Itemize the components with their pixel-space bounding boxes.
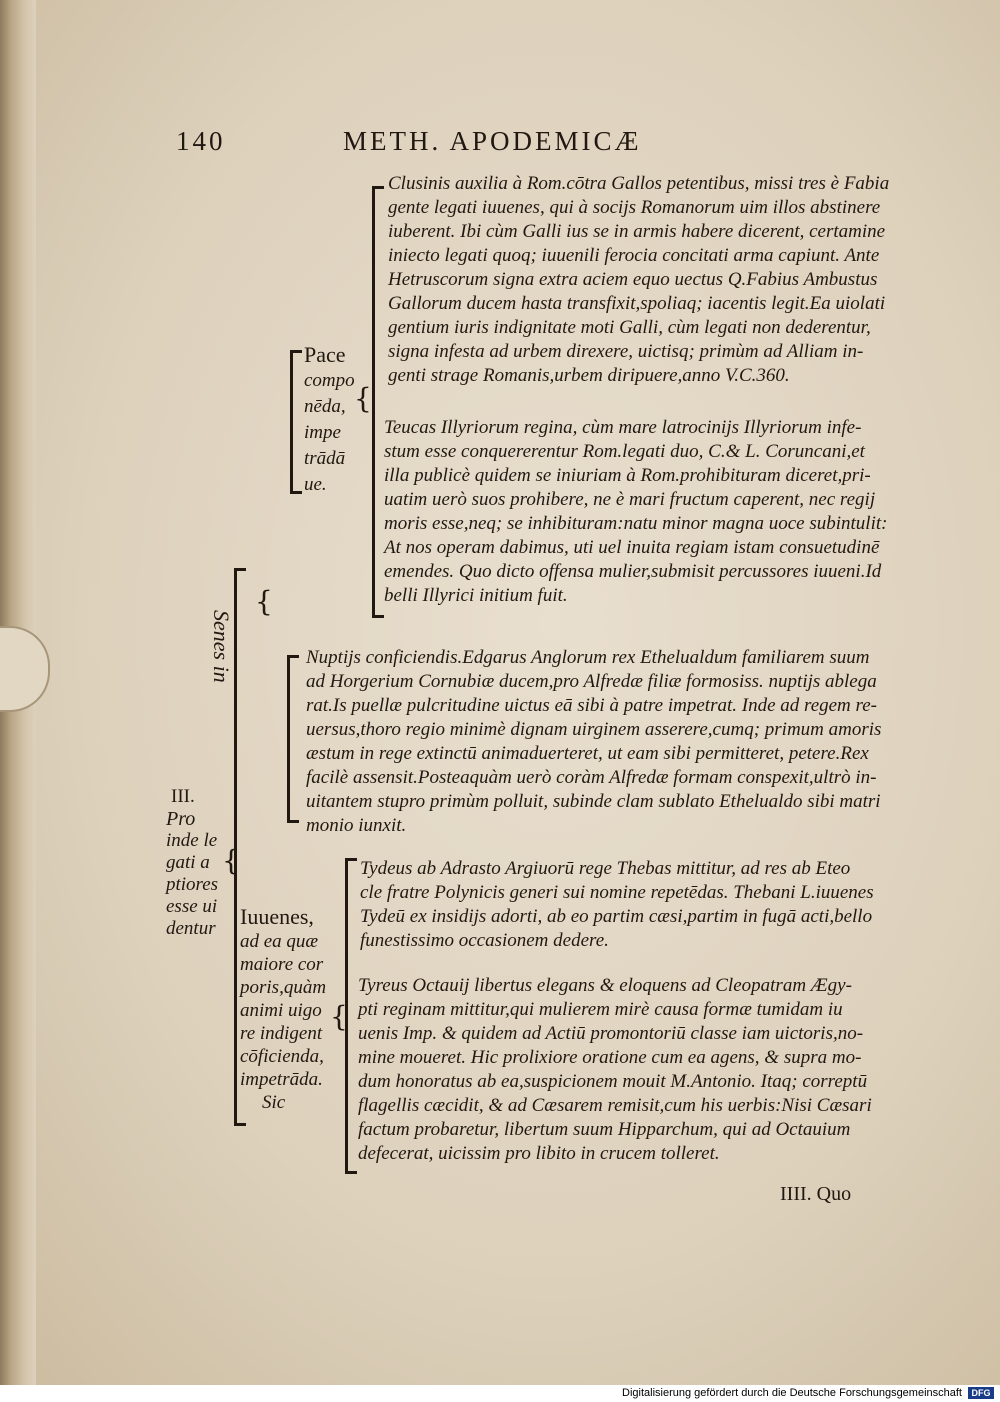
text-line: Clusinis auxilia à Rom.cōtra Gallos petentibus, missi tres è Fabia: [388, 173, 890, 194]
text-line: iniecto legati quoq; iuuenili ferocia concitati arma capiunt. Ante: [388, 245, 880, 266]
label-line: Pace: [304, 342, 346, 367]
text-line: æstum in rege extinctū animaduerteret, ut eam sibi permitteret, petere.Rex: [306, 743, 869, 764]
label-line: ptiores: [166, 874, 219, 895]
bracket-nuptijs: [287, 655, 299, 823]
text-line: Tydeus ab Adrasto Argiuorū rege Thebas mittitur, ad res ab Eteo: [360, 858, 851, 879]
label-line: trādā: [304, 448, 346, 469]
page-tab: [0, 626, 50, 712]
text-line: gentium iuris indignitate moti Galli, cùm legati non dederentur,: [388, 317, 871, 338]
text-line: facilè assensit.Posteaquàm uerò coràm Alfredæ formam conspexit,ultrò in-: [306, 767, 877, 788]
bracket-pace: [372, 186, 384, 618]
label-line: inde le: [166, 830, 218, 851]
brace-iuuenes: {: [330, 1000, 348, 1033]
text-line: At nos operam dabimus, uti uel inuita regiam istam consuetudinē: [384, 537, 880, 558]
text-line: Teucas Illyriorum regina, cùm mare latrocinijs Illyriorum infe-: [384, 417, 862, 438]
text-line: stum esse conquererentur Rom.legati duo, C.& L. Coruncani,et: [384, 441, 865, 462]
dfg-logo: DFG: [968, 1387, 994, 1399]
brace-main: {: [222, 844, 240, 877]
label-line: gati a: [166, 852, 210, 873]
text-line: flagellis cæcidit, & ad Cæsarem remisit,cum his uerbis:Nisi Cæsari: [358, 1095, 872, 1116]
text-line: uitantem stupro primùm polluit, subinde clam sublato Ethelualdo sibi matri: [306, 791, 881, 812]
text-line: cle fratre Polynicis generi sui nomine repetēdas. Thebani L.iuuenes: [360, 882, 874, 903]
label-senes: Senes in: [209, 610, 234, 683]
text-line: signa infesta ad urbem direxere, uictisq; primùm ad Alliam in-: [388, 341, 864, 362]
text-line: Hetruscorum signa extra aciem equo uectus Q.Fabius Ambustus: [388, 269, 878, 290]
label-line: dentur: [166, 918, 216, 939]
label-line: animi uigo: [240, 1000, 322, 1021]
text-line: defecerat, uicissim pro libito in crucem tolleret.: [358, 1143, 720, 1164]
text-line: funestissimo occasionem dedere.: [360, 930, 609, 951]
label-line: poris,quàm: [240, 977, 327, 998]
footer-credit: Digitalisierung gefördert durch die Deutsche Forschungsgemeinschaft: [622, 1387, 962, 1399]
label-line: Iuuenes,: [240, 904, 314, 929]
label-pace: [304, 342, 355, 498]
label-proinde: [166, 808, 218, 940]
label-line: ue.: [304, 474, 327, 495]
text-line: genti strage Romanis,urbem diripuere,anno V.C.360.: [388, 365, 790, 386]
text-line: dum honoratus ab ea,suspicionem mouit M.Antonio. Itaq; correptū: [358, 1071, 868, 1092]
bracket-pace-label: [290, 350, 302, 494]
label-line: esse ui: [166, 896, 218, 917]
text-line: uersus,thoro regio minimè dignam uirginem asserere,cumq; primum amoris: [306, 719, 882, 740]
label-line: ad ea quæ: [240, 931, 319, 952]
text-line: illa publicè quidem se iniuriam à Rom.prohibituram diceret,pri-: [384, 465, 871, 486]
text-line: ad Horgerium Cornubiæ ducem,pro Alfredæ filiæ formosiss. nuptijs ablega: [306, 671, 877, 692]
digitization-footer: [0, 1385, 1000, 1402]
text-line: pti reginam mittitur,qui mulierem mirè causa formæ tumidam iu: [358, 999, 843, 1020]
label-line: compo: [304, 370, 355, 391]
text-line: rat.Is puellæ pulcritudine uictus eā sibi à patre impetrat. Inde ad regem re-: [306, 695, 877, 716]
text-line: factum probaretur, libertum suum Hipparchum, qui ad Octauium: [358, 1119, 851, 1140]
text-line: emendes. Quo dicto offensa mulier,submisit percussores iuueni.Id: [384, 561, 882, 582]
text-line: monio iunxit.: [306, 815, 407, 836]
brace-pace: {: [354, 382, 372, 415]
page-number: 140: [176, 126, 226, 156]
label-line: maiore cor: [240, 954, 324, 975]
text-line: Gallorum ducem hasta transfixit,spoliaq; iacentis legit.Ea uiolati: [388, 293, 886, 314]
text-line: gente legati iuuenes, qui à socijs Romanorum uim illos abstinere: [388, 197, 881, 218]
text-line: iuberent. Ibi cùm Galli ius se in armis habere dicerent, certamine: [388, 221, 886, 242]
text-line: Tyreus Octauij libertus elegans & eloquens ad Cleopatram Ægy-: [358, 975, 852, 996]
text-line: moris esse,neq; se inhibituram:natu minor magna uoce subintulit:: [384, 513, 888, 534]
label-line: cōficienda,: [240, 1046, 324, 1067]
label-line: Sic: [262, 1092, 286, 1113]
brace-senes: {: [255, 585, 273, 618]
label-line: impe: [304, 422, 341, 443]
text-line: Nuptijs conficiendis.Edgarus Anglorum rex Ethelualdum familiarem suum: [306, 647, 870, 668]
text-line: uatim uerò suos prohibere, ne è mari fructum caperent, nec regij: [384, 489, 876, 510]
running-head: METH. APODEMICÆ: [343, 126, 642, 156]
label-iii: III.: [171, 786, 195, 807]
label-line: Pro: [166, 808, 196, 830]
label-line: re indigent: [240, 1023, 323, 1044]
text-line: Tydeū ex insidijs adorti, ab eo partim cæsi,partim in fugā acti,bello: [360, 906, 873, 927]
catchword: IIII. Quo: [780, 1183, 852, 1205]
label-line: impetrāda.: [240, 1069, 323, 1090]
label-line: nēda,: [304, 396, 346, 417]
text-line: belli Illyrici initium fuit.: [384, 585, 568, 606]
text-line: mine moueret. Hic prolixiore oratione cum ea agens, & supra mo-: [358, 1047, 862, 1068]
label-iuuenes: [240, 904, 326, 1114]
text-line: uenis Imp. & quidem ad Actiū promontoriū classe iam uictoris,no-: [358, 1023, 864, 1044]
